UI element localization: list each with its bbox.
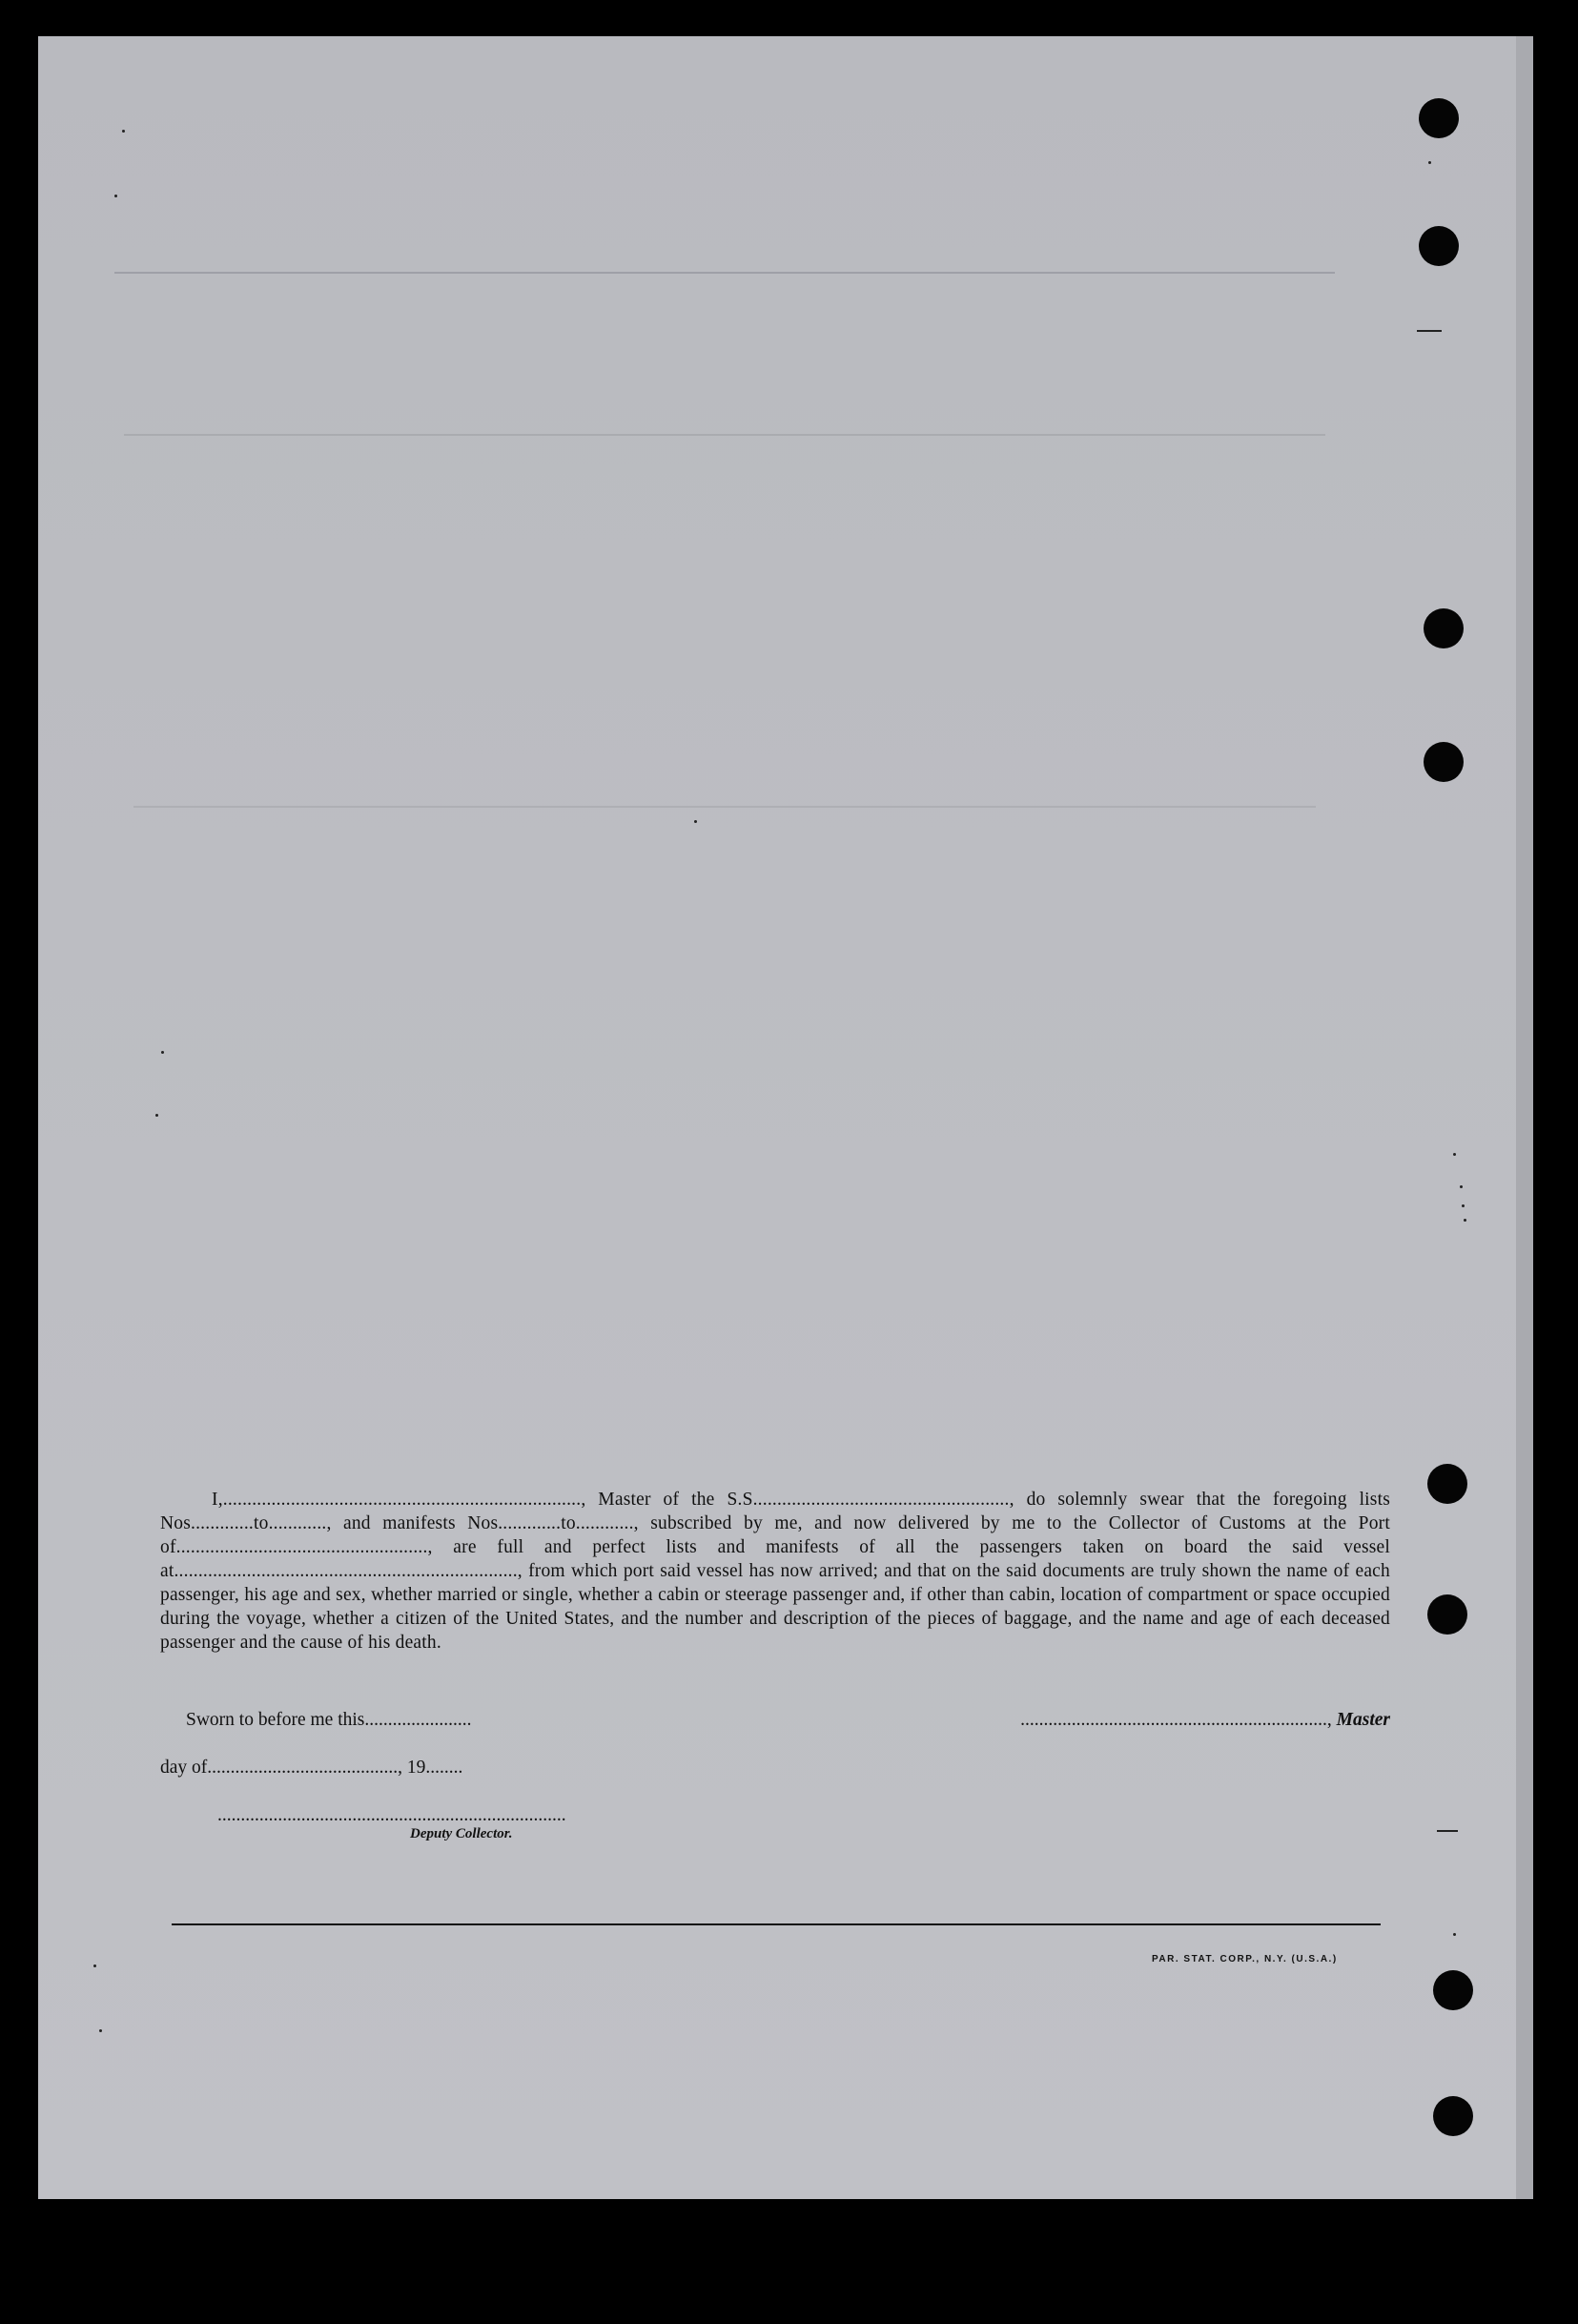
- deputy-signature-dots: ...........................................................................: [217, 1805, 566, 1825]
- binder-hole: [1433, 2096, 1473, 2136]
- master-label: Master: [1336, 1710, 1390, 1730]
- binder-hole: [1424, 742, 1464, 782]
- bottom-rule: [172, 1923, 1381, 1925]
- speck: [122, 130, 125, 133]
- speck: [694, 820, 697, 823]
- speck: [114, 195, 117, 197]
- speck: [1428, 161, 1431, 164]
- binder-hole: [1433, 1970, 1473, 2010]
- printer-imprint: PAR. STAT. CORP., N.Y. (U.S.A.): [1152, 1954, 1338, 1964]
- binder-hole: [1427, 1594, 1467, 1635]
- speck: [1464, 1219, 1466, 1222]
- edge-mark: [1417, 330, 1442, 332]
- sworn-before-line: Sworn to before me this.......................: [186, 1710, 472, 1730]
- oath-text: I,.........................................................................., Master of the S.S....................................................., do solemnly swear that the foregoing lists Nos.............to............, and manifests Nos.............to............, subscribed by me, and now delivered by me to the Collector of Customs at the Port of...................................................., are full and perfect lists and manifests of all the passengers taken on board the said vessel at......................................................................., from which port said vessel has now arrived; and that on the said documents are truly shown the name of each passenger, his age and sex, whether married or single, whether a cabin or steerage passenger and, if other than cabin, location of compartment or space occupied during the voyage, whether a citizen of the United States, and the number and description of the pieces of baggage, and the name and age of each deceased passenger and the cause of his death.: [160, 1490, 1390, 1653]
- speck: [161, 1051, 164, 1054]
- speck: [93, 1964, 96, 1967]
- binder-hole: [1424, 608, 1464, 648]
- speck: [155, 1114, 158, 1117]
- oath-paragraph: [160, 1488, 1390, 1655]
- page-edge-strip: [1516, 36, 1533, 2199]
- speck: [99, 2029, 102, 2032]
- speck: [1453, 1933, 1456, 1936]
- day-of-line: day of........................................., 19........: [160, 1758, 463, 1778]
- document-page: [38, 36, 1516, 2199]
- speck: [1460, 1185, 1463, 1188]
- master-signature-dots: ..................................................................,: [1020, 1710, 1332, 1730]
- edge-mark: [1437, 1830, 1458, 1832]
- binder-hole: [1419, 226, 1459, 266]
- bleed-through-line: [114, 272, 1335, 274]
- binder-hole: [1419, 98, 1459, 138]
- speck: [1462, 1204, 1465, 1207]
- speck: [1453, 1153, 1456, 1156]
- deputy-collector-label: Deputy Collector.: [410, 1826, 513, 1841]
- binder-hole: [1427, 1464, 1467, 1504]
- bleed-through-line: [124, 434, 1325, 436]
- master-signature-line: [892, 1710, 1390, 1731]
- bleed-through-line: [133, 806, 1316, 808]
